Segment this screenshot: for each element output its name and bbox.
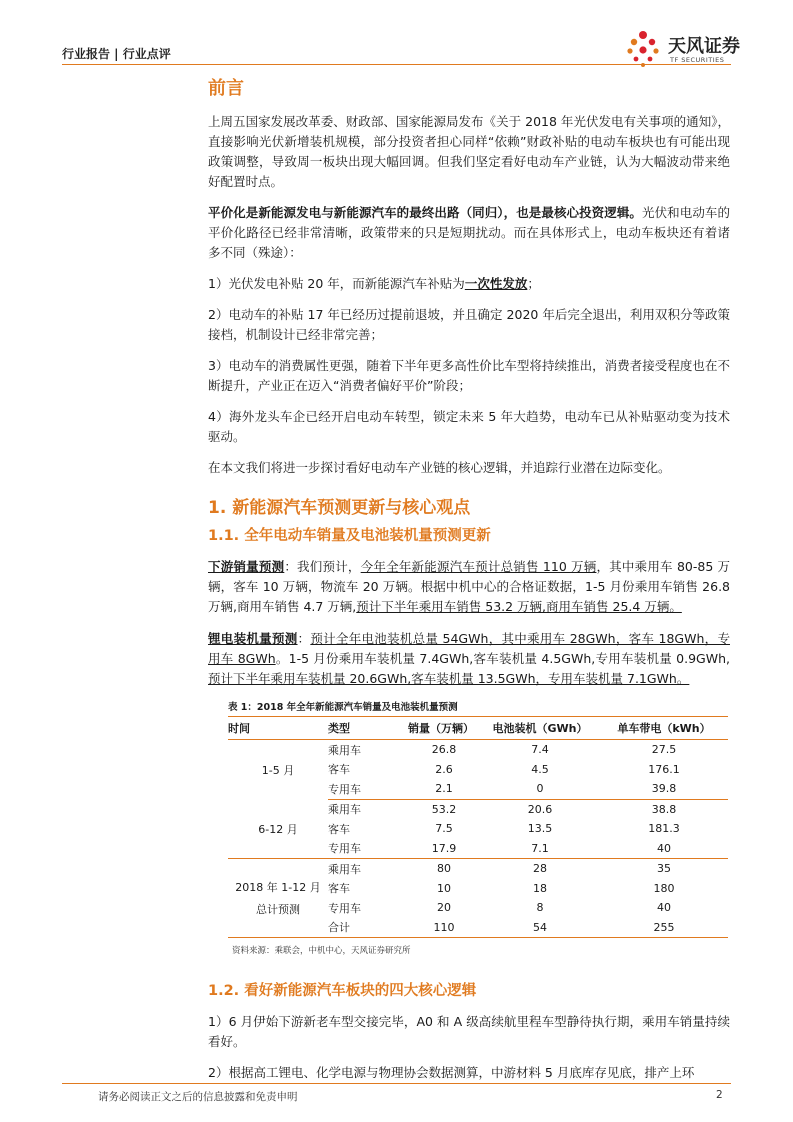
table-source: 资料来源：乘联会，中机中心，天风证券研究所 xyxy=(232,946,411,956)
period-cell xyxy=(228,859,328,938)
battery-text-b: 预计全年电池装机总量 54GWh，其中乘用车 28GWh，客车 18GWh，专用车 8GWh xyxy=(208,631,730,666)
sales-cell: 17.9 xyxy=(408,839,480,859)
per-vehicle-cell: 40 xyxy=(600,839,728,859)
downstream-text-d: 预计下半年乘用车销售 53.2 万辆,商用车销售 25.4 万辆。 xyxy=(356,599,682,614)
period-cell: 6-12 月 xyxy=(228,799,328,859)
logic-point-2: 2）根据高工锂电、化学电源与物理协会数据测算，中游材料 5 月底库存见底，排产上环 xyxy=(208,1065,695,1080)
sales-cell: 2.1 xyxy=(408,779,480,799)
sales-cell: 110 xyxy=(433,920,455,934)
per-vehicle-cell: 176.1 xyxy=(648,762,680,776)
preface-paragraph-3: 在本文我们将进一步探讨看好电动车产业链的核心逻辑，并追踪行业潜在边际变化。 xyxy=(208,460,671,475)
page-number: 2 xyxy=(716,1089,723,1101)
point-1-end: ； xyxy=(527,276,540,291)
preface-paragraph-2-text: 光伏和电动车的平价化路径已经非常清晰，政策带来的只是短期扰动。而在具体形式上，电动车板块还有着诸多不同（殊途）： xyxy=(208,205,730,260)
battery-cell: 54 xyxy=(533,920,547,934)
section-1-2-title: 1.2. 看好新能源汽车板块的四大核心逻辑 xyxy=(208,983,477,999)
header-divider xyxy=(62,64,731,65)
table-row xyxy=(228,859,728,879)
point-1 xyxy=(208,274,730,294)
per-vehicle-cell: 27.5 xyxy=(651,743,677,757)
type-cell: 专用车 xyxy=(328,779,408,799)
battery-cell: 8 xyxy=(536,901,544,915)
type-cell: 合计 xyxy=(328,921,350,935)
battery-cell: 7.4 xyxy=(531,743,549,757)
battery-text-a: ： xyxy=(297,631,311,646)
type-cell: 客车 xyxy=(328,882,350,896)
point-2: 2）电动车的补贴 17 年已经历过提前退坡，并且确定 2020 年后完全退出，利用双积分等政策接档，机制设计已经非常完善； xyxy=(208,307,730,342)
report-body xyxy=(208,76,730,1094)
battery-text-d: 预计下半年乘用车装机量 20.6GWh,客车装机量 13.5GWh，专用车装机量 7.1GWh。 xyxy=(208,671,690,686)
table-header-row xyxy=(228,717,728,740)
battery-cell: 7.1 xyxy=(480,839,600,859)
period-line-2: 总计预测 xyxy=(256,903,300,916)
per-vehicle-cell: 38.8 xyxy=(651,802,677,816)
type-cell: 乘用车 xyxy=(328,862,361,876)
type-cell: 乘用车 xyxy=(328,743,361,757)
preface-title: 前言 xyxy=(208,78,244,99)
sales-cell: 2.6 xyxy=(435,762,453,776)
per-vehicle-cell: 181.3 xyxy=(648,822,680,836)
logic-point-1: 1）6 月伊始下游新老车型交接完毕，A0 和 A 级高续航里程车型静待执行期，乘用车销量持续看好。 xyxy=(208,1014,730,1049)
point-4: 4）海外龙头车企已经开启电动车转型，锁定未来 5 年大趋势，电动车已从补贴驱动变为技术驱动。 xyxy=(208,409,730,444)
downstream-forecast xyxy=(208,557,730,617)
downstream-label: 下游销量预测 xyxy=(208,559,285,574)
downstream-text-b: 今年全年新能源汽车预计总销售 110 万辆 xyxy=(360,559,597,574)
forecast-table xyxy=(228,717,728,937)
downstream-text-c: ，其中乘用车 80-85 万辆，客车 10 万辆，物流车 20 万辆。根据中机中心的合格证数据，1-5 月份乘用车销售 26.8 万辆,商用车销售 4.7 万辆, xyxy=(208,559,730,614)
footer-disclaimer: 请务必阅读正文之后的信息披露和免责申明 xyxy=(98,1091,298,1103)
point-1-text: 1）光伏发电补贴 20 年，而新能源汽车补贴为 xyxy=(208,276,465,291)
type-cell: 专用车 xyxy=(328,839,408,859)
forecast-table-frame xyxy=(228,716,728,938)
table-header: 类型 xyxy=(328,717,408,740)
per-vehicle-cell: 180 xyxy=(653,881,675,895)
period-line-1: 2018 年 1-12 月 xyxy=(235,881,321,894)
table-caption: 表 1：2018 年全年新能源汽车销量及电池装机量预测 xyxy=(228,702,458,713)
sales-cell: 7.5 xyxy=(435,822,453,836)
sales-cell: 20 xyxy=(437,901,451,915)
period-cell: 1-5 月 xyxy=(261,763,295,777)
sales-cell: 10 xyxy=(437,881,451,895)
point-1-emphasis: 一次性发放 xyxy=(464,276,528,291)
type-cell: 客车 xyxy=(328,763,350,777)
table-row xyxy=(228,799,728,819)
downstream-text-a: ：我们预计， xyxy=(284,559,361,574)
point-3: 3）电动车的消费属性更强，随着下半年更多高性价比车型将持续推出，消费者接受程度也在不断提升，产业正在迈入“消费者偏好平价”阶段； xyxy=(208,358,730,393)
footer-divider xyxy=(62,1083,731,1084)
battery-cell: 28 xyxy=(533,862,547,876)
table-header: 电池装机（GWh） xyxy=(480,717,600,740)
battery-cell: 13.5 xyxy=(527,822,553,836)
battery-cell: 4.5 xyxy=(531,762,549,776)
sales-cell: 26.8 xyxy=(431,743,457,757)
table-header: 单车带电（kWh） xyxy=(600,717,728,740)
preface-paragraph-1: 上周五国家发展改革委、财政部、国家能源局发布《关于 2018 年光伏发电有关事项的通知》，直接影响光伏新增装机规模，部分投资者担心同样“依赖”财政补贴的电动车板块也有可能出现政策调整，导致周一板块出现大幅回调。但我们坚定看好电动车产业链，认为大幅波动带来绝好配置时点。 xyxy=(208,114,730,189)
battery-text-c: 。1-5 月份乘用车装机量 7.4GWh,客车装机量 4.5GWh,专用车装机量 0.9GWh, xyxy=(275,651,730,666)
type-cell: 专用车 xyxy=(328,901,361,915)
table-header: 时间 xyxy=(228,717,328,740)
section-1-title: 1. 新能源汽车预测更新与核心观点 xyxy=(208,498,471,518)
per-vehicle-cell: 40 xyxy=(657,901,671,915)
sales-cell: 80 xyxy=(437,862,451,876)
sales-cell: 53.2 xyxy=(431,802,457,816)
per-vehicle-cell: 255 xyxy=(653,920,675,934)
battery-cell: 0 xyxy=(480,779,600,799)
table-row xyxy=(228,740,728,760)
battery-cell: 18 xyxy=(533,881,547,895)
section-1-1-title: 1.1. 全年电动车销量及电池装机量预测更新 xyxy=(208,528,491,544)
preface-paragraph-2 xyxy=(208,203,730,263)
table-header: 销量（万辆） xyxy=(408,717,480,740)
per-vehicle-cell: 35 xyxy=(657,862,671,876)
report-category: 行业报告 | 行业点评 xyxy=(62,47,171,61)
battery-forecast xyxy=(208,629,730,689)
per-vehicle-cell: 39.8 xyxy=(600,779,728,799)
type-cell: 乘用车 xyxy=(328,803,361,817)
preface-key-thesis: 平价化是新能源发电与新能源汽车的最终出路（同归），也是最核心投资逻辑。 xyxy=(208,205,642,220)
logo-name-en: TF SECURITIES xyxy=(670,56,725,64)
type-cell: 客车 xyxy=(328,822,350,836)
logo-name-cn: 天风证券 xyxy=(668,36,740,57)
battery-cell: 20.6 xyxy=(527,802,553,816)
battery-label: 锂电装机量预测 xyxy=(208,631,298,646)
